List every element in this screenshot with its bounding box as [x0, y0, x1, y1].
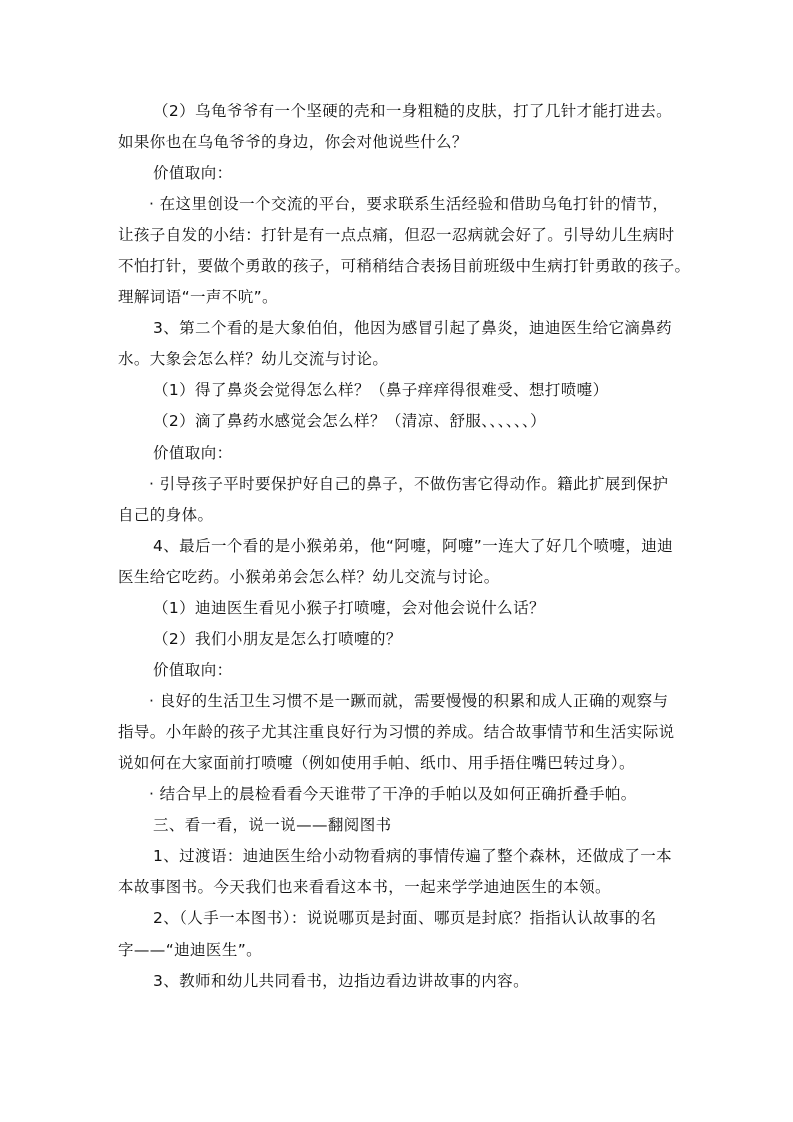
text-line: （1）得了鼻炎会觉得怎么样？（鼻子痒痒得很难受、想打喷嚏） [153, 381, 609, 399]
text-line: （2）滴了鼻药水感觉会怎么样？（清凉、舒服、、、、、、） [153, 412, 547, 430]
text-line: 自己的身体。 [118, 506, 214, 524]
text-line: · 引导孩子平时要保护好自己的鼻子，不做伤害它得动作。籍此扩展到保护 [149, 475, 669, 493]
text-line: （2）乌龟爷爷有一个坚硬的壳和一身粗糙的皮肤，打了几针才能打进去。 [153, 102, 673, 120]
text-line: 让孩子自发的小结：打针是有一点点痛，但忍一忍病就会好了。引导幼儿生病时 [118, 226, 675, 244]
text-line: 价值取向： [153, 164, 233, 182]
text-line: 字——“迪迪医生”。 [118, 941, 263, 959]
text-line: 医生给它吃药。小猴弟弟会怎么样？幼儿交流与讨论。 [118, 568, 500, 586]
text-line: 1、过渡语：迪迪医生给小动物看病的事情传遍了整个森林，还做成了一本 [153, 847, 673, 865]
text-line: 不怕打针，要做个勇敢的孩子，可稍稍结合表扬目前班级中生病打针勇敢的孩子。 [118, 257, 691, 275]
text-line: 3、教师和幼儿共同看书，边指边看边讲故事的内容。 [153, 972, 529, 990]
text-line: 本故事图书。今天我们也来看看这本书，一起来学学迪迪医生的本领。 [118, 878, 611, 896]
text-line: （2）我们小朋友是怎么打喷嚏的？ [153, 630, 402, 648]
text-line: 3、第二个看的是大象伯伯，他因为感冒引起了鼻炎，迪迪医生给它滴鼻药 [153, 319, 673, 337]
text-line: · 结合早上的晨检看看今天谁带了干净的手帕以及如何正确折叠手帕。 [149, 785, 637, 803]
text-line: 说如何在大家面前打喷嚏（例如使用手帕、纸巾、用手捂住嘴巴转过身）。 [118, 754, 635, 772]
text-line: 指导。小年龄的孩子尤其注重良好行为习惯的养成。结合故事情节和生活实际说 [118, 723, 675, 741]
text-line: （1）迪迪医生看见小猴子打喷嚏，会对他会说什么话？ [153, 599, 545, 617]
text-line: 价值取向： [153, 661, 233, 679]
text-line: 水。大象会怎么样？幼儿交流与讨论。 [118, 350, 389, 368]
text-line: · 在这里创设一个交流的平台，要求联系生活经验和借助乌龟打针的情节， [149, 195, 669, 213]
text-line: 如果你也在乌龟爷爷的身边，你会对他说些什么？ [118, 133, 468, 151]
text-line: 4、最后一个看的是小猴弟弟，他“阿嚏，阿嚏”一连大了好几个喷嚏，迪迪 [153, 537, 674, 555]
text-line: 价值取向： [153, 444, 233, 462]
text-line: · 良好的生活卫生习惯不是一蹶而就，需要慢慢的积累和成人正确的观察与 [149, 692, 669, 710]
text-line: 2、（人手一本图书）：说说哪页是封面、哪页是封底？指指认认故事的名 [153, 909, 657, 927]
text-line: 三、看一看，说一说——翻阅图书 [153, 816, 392, 834]
text-line: 理解词语“一声不吭”。 [118, 288, 278, 306]
